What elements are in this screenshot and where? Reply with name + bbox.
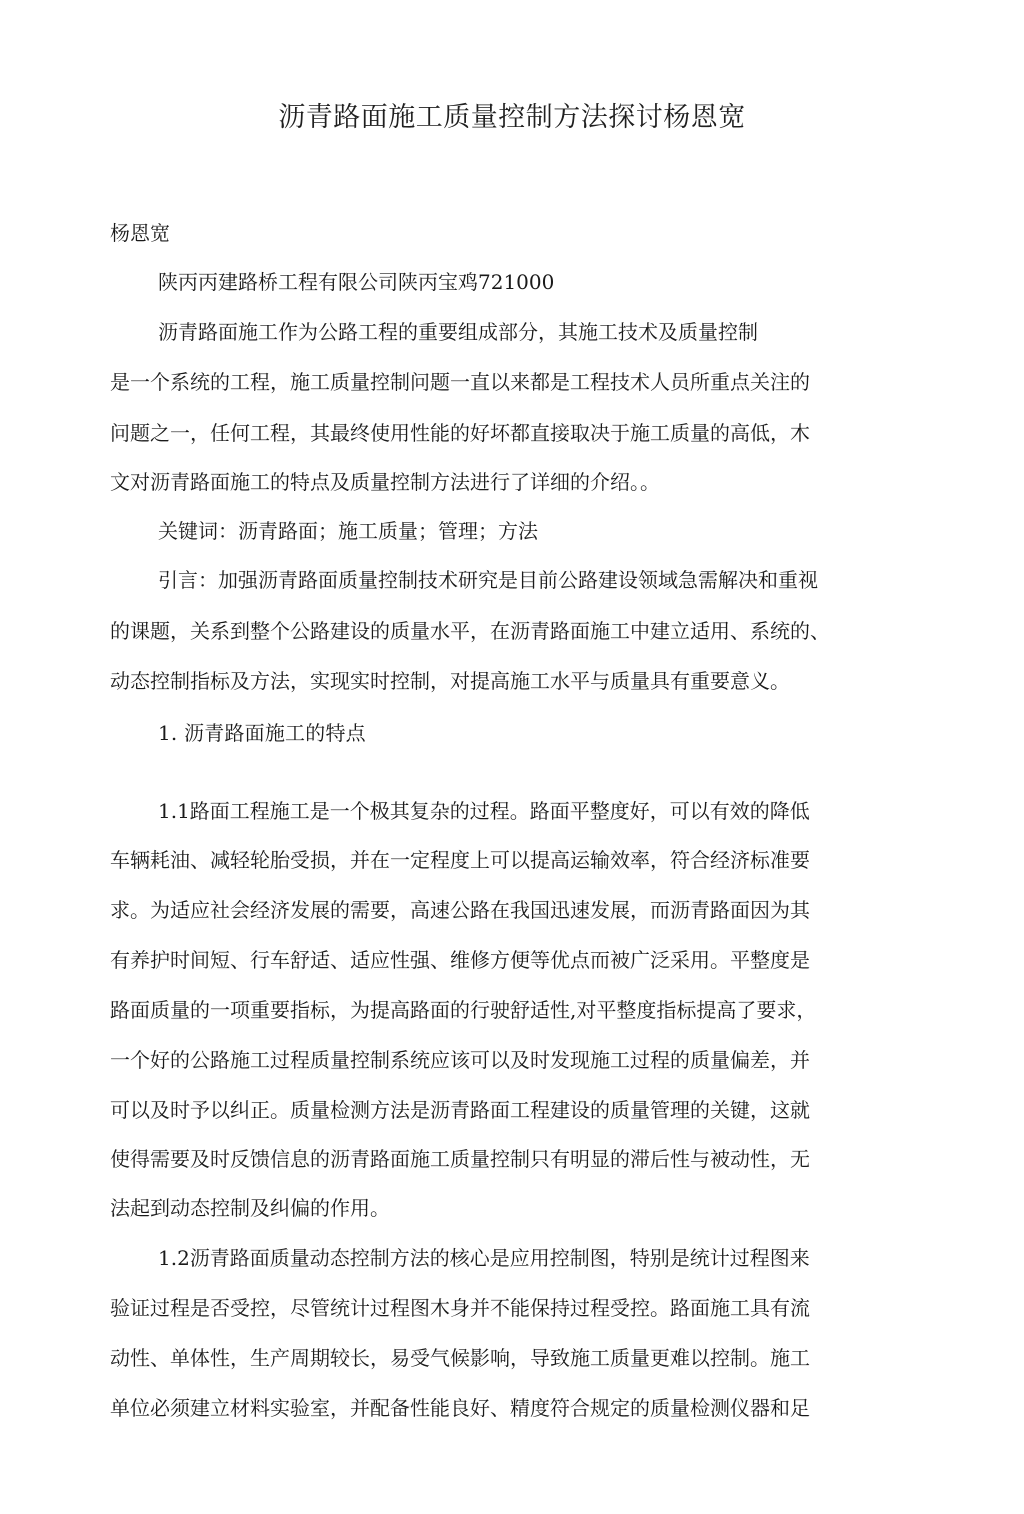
section-1-2-line: 1.2沥青路面质量动态控制方法的核心是应用控制图，特别是统计过程图来: [158, 1246, 810, 1270]
section-1-2-line: 单位必须建立材料实验室，并配备性能良好、精度符合规定的质量检测仪器和足: [110, 1396, 810, 1420]
section-1-1-line: 法起到动态控制及纠偏的作用。: [110, 1196, 390, 1220]
author-affiliation: 陕丙丙建路桥工程有限公司陕丙宝鸡721000: [158, 270, 555, 294]
author-name: 杨恩宽: [110, 221, 170, 245]
section-1-1-line: 1.1路面工程施工是一个极其复杂的过程。路面平整度好，可以有效的降低: [158, 799, 810, 823]
abstract-line: 是一个系统的工程，施工质量控制问题一直以来都是工程技术人员所重点关注的: [110, 370, 810, 394]
document-title: 沥青路面施工质量控制方法探讨杨恩宽: [278, 102, 746, 133]
intro-line: 动态控制指标及方法，实现实时控制，对提高施工水平与质量具有重要意义。: [110, 669, 790, 693]
section-1-1-line: 可以及时予以纠正。质量检测方法是沥青路面工程建设的质量管理的关键，这就: [110, 1098, 810, 1122]
section-1-1-line: 使得需要及时反馈信息的沥青路面施工质量控制只有明显的滞后性与被动性，无: [110, 1147, 810, 1171]
section-1-1-line: 车辆耗油、减轻轮胎受损，并在一定程度上可以提高运输效率，符合经济标准要: [110, 848, 810, 872]
intro-line: 的课题，关系到整个公路建设的质量水平，在沥青路面施工中建立适用、系统的、: [110, 619, 830, 643]
keywords-line: 关键词：沥青路面；施工质量；管理；方法: [158, 519, 538, 543]
section-1-1-line: 路面质量的一项重要指标，为提高路面的行驶舒适性,对平整度指标提高了要求，: [110, 998, 817, 1022]
abstract-line: 问题之一，任何工程，其最终使用性能的好坏都直接取决于施工质量的高低，木: [110, 421, 810, 445]
section-1-2-line: 验证过程是否受控，尽管统计过程图木身并不能保持过程受控。路面施工具有流: [110, 1296, 810, 1320]
abstract-line: 文对沥青路面施工的特点及质量控制方法进行了详细的介绍。。: [110, 470, 660, 494]
abstract-line: 沥青路面施工作为公路工程的重要组成部分，其施工技术及质量控制: [158, 320, 758, 344]
section-1-1-line: 有养护时间短、行车舒适、适应性强、维修方便等优点而被广泛采用。平整度是: [110, 948, 810, 972]
section-1-2-line: 动性、单体性，生产周期较长，易受气候影响，导致施工质量更难以控制。施工: [110, 1346, 810, 1370]
intro-line: 引言：加强沥青路面质量控制技术研究是目前公路建设领域急需解决和重视: [158, 568, 818, 592]
section-1-1-line: 一个好的公路施工过程质量控制系统应该可以及时发现施工过程的质量偏差，并: [110, 1048, 810, 1072]
section-1-1-line: 求。为适应社会经济发展的需要，高速公路在我国迅速发展，而沥青路面因为其: [110, 898, 810, 922]
section-heading: 1. 沥青路面施工的特点: [158, 721, 366, 745]
